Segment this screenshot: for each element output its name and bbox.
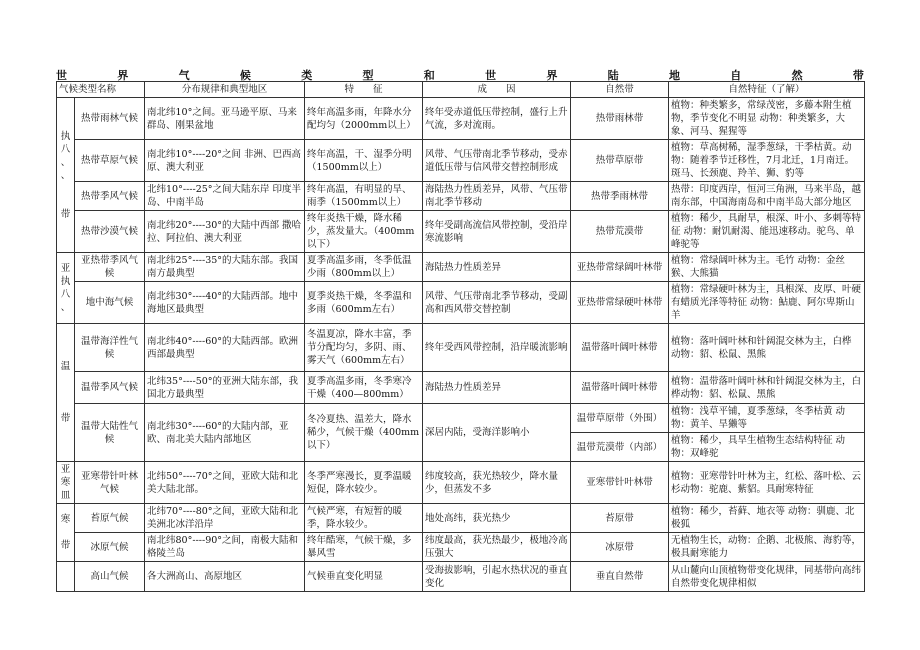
natural-zone: 冰原带 [571,533,669,562]
distribution: 南北纬10°之间。亚马逊平原、马来群岛、刚果盆地 [145,98,305,140]
climate-name: 热带季风气候 [75,182,145,211]
natural-features: 植物：落叶阔叶林和针阔混交林为主，白桦 动物：貂、松鼠、黑熊 [669,324,865,372]
climate-name: 温带季风气候 [75,372,145,404]
title-char: 气 [178,69,190,82]
table-row [57,404,865,433]
group-label-tropical: 执 八 、 、 带 [57,98,75,253]
natural-zone: 亚寒带针叶林带 [571,462,669,504]
header-climate-type: 气候类型名称 [57,82,145,98]
climate-name: 苔原气候 [75,504,145,533]
natural-features: 植物：稀少，具耐旱，根深、叶小、多刺等特征 动物：耐饥耐渴、能迅速移动。驼鸟、单峰驼等 [669,211,865,253]
table-row [57,282,865,324]
natural-features: 植物：稀少，苔藓、地衣等 动物：驯鹿、北极狐 [669,504,865,533]
table-row [57,462,865,504]
title-char: 和 [423,69,435,82]
header-row [57,82,865,98]
causes: 风带、气压带南北季节移动，受赤道低压带与信风带交替控制形成 [423,140,571,182]
natural-zone: 热带荒漠带 [571,211,669,253]
natural-features: 从山麓向山顶植物带变化规律，同基带向高纬自然带变化规律相似 [669,562,865,592]
climate-name: 温带海洋性气候 [75,324,145,372]
table-row [57,182,865,211]
features: 气候严寒，有短暂的暖季，降水较少。 [305,504,423,533]
header-distribution: 分布规律和典型地区 [145,82,305,98]
natural-features: 植物：温带落叶阔叶林和针阔混交林为主，白桦动物：貂、松鼠、黑熊 [669,372,865,404]
group-label-empty [57,562,75,592]
table-row [57,98,865,140]
natural-features: 植物：亚寒带针叶林为主，红松、落叶松、云杉动物：驼鹿、紫貂。具耐寒特征 [669,462,865,504]
group-label-frigid: 寒 带 [57,504,75,562]
causes: 深居内陆，受海洋影响小 [423,404,571,462]
causes: 地处高纬，获光热少 [423,504,571,533]
title-char: 世 [56,69,67,82]
natural-features: 植物：浅草平铺，夏季葱绿，冬季枯黄 动物：黄羊、旱獭等 [669,404,865,433]
features: 夏季炎热干燥，冬季温和多雨（600mm左右） [305,282,423,324]
title-char: 自 [730,69,742,82]
title-char: 界 [117,69,129,82]
table-row [57,562,865,592]
group-label-subarctic: 亚寒皿 [57,462,75,504]
features: 夏季高温多雨，冬季低温少雨（800mm以上） [305,253,423,282]
causes: 纬度最高，获光热最少，极地冷高压强大 [423,533,571,562]
natural-zone: 温带落叶阔叶林带 [571,372,669,404]
distribution: 北纬70°----80°之间，亚欧大陆和北美洲北冰洋沿岸 [145,504,305,533]
causes: 终年受副高流信风带控制，受沿岸寒流影响 [423,211,571,253]
table-row [57,533,865,562]
climate-name: 热带沙漠气候 [75,211,145,253]
climate-name: 温带大陆性气候 [75,404,145,462]
climate-name: 高山气候 [75,562,145,592]
natural-features: 植物：稀少，具旱生植物生态结构特征 动物：双峰驼 [669,433,865,462]
title-char: 类 [301,69,313,82]
features: 终年炎热干燥，降水稀少，蒸发量大。（400mm以下） [305,211,423,253]
title-char: 候 [239,69,251,82]
natural-zone: 温带草原带（外围） [571,404,669,433]
distribution: 北纬50°----70°之间，亚欧大陆和北美大陆北部。 [145,462,305,504]
natural-zone: 热带草原带 [571,140,669,182]
natural-zone: 热带雨林带 [571,98,669,140]
features: 终年高温多雨，年降水分配均匀（2000mm以上） [305,98,423,140]
natural-features: 植物：常绿阔叶林为主。毛竹 动物：金丝猴、大熊猫 [669,253,865,282]
title-char: 然 [791,69,803,82]
features: 气候垂直变化明显 [305,562,423,592]
header-features: 特 征 [305,82,423,98]
header-natural-zone: 自然带 [571,82,669,98]
features: 终年高温，有明显的旱、雨季（1500mm以上） [305,182,423,211]
distribution: 南北纬30°----40°的大陆西部。地中海地区最典型 [145,282,305,324]
causes: 海陆热力性质差异 [423,372,571,404]
features: 冬季严寒漫长，夏季温暖短促，降水较少。 [305,462,423,504]
climate-name: 热带草原气候 [75,140,145,182]
natural-features: 植物：草高树稀，湿季葱绿，干季枯黄。动物：随着季节迁移性，7月北迁，1月南迁。斑马、长颈鹿、羚羊、狮、豹等 [669,140,865,182]
title-char: 陆 [607,69,619,82]
distribution: 南北纬30°----60°的大陆内部，亚欧、南北美大陆内部地区 [145,404,305,462]
natural-zone: 亚热带常绿硬叶林带 [571,282,669,324]
natural-zone: 温带荒漠带（内部） [571,433,669,462]
header-causes: 成 因 [423,82,571,98]
features: 冬温夏凉，降水丰富，季节分配均匀，多阴、雨、雾天气（600mm左右） [305,324,423,372]
features: 终年高温，干、湿季分明（1500mm以上） [305,140,423,182]
distribution: 北纬10°----25°之间大陆东岸 印度半岛、中南半岛 [145,182,305,211]
natural-features: 植物：种类繁多，常绿茂密，多藤本附生植物，季节变化不明显 动物：种类繁多，大象、河马、猩猩等 [669,98,865,140]
natural-zone: 亚热带常绿阔叶林带 [571,253,669,282]
distribution: 北纬35°----50°的亚洲大陆东部，我国北方最典型 [145,372,305,404]
features: 夏季高温多雨，冬季寒冷干燥（400—800mm） [305,372,423,404]
distribution: 各大洲高山、高原地区 [145,562,305,592]
natural-zone: 垂直自然带 [571,562,669,592]
table-row [57,140,865,182]
causes: 风带、气压带南北季节移动，受副高和西风带交替控制 [423,282,571,324]
causes: 海陆热力性质差异 [423,253,571,282]
group-label-temperate: 温 带 [57,324,75,462]
title-char: 世 [485,69,497,82]
features: 冬冷夏热、温差大，降水稀少，气候干燥（400mm以下） [305,404,423,462]
causes: 受海拔影响，引起水热状况的垂直变化 [423,562,571,592]
table-row [57,504,865,533]
climate-name: 冰原气候 [75,533,145,562]
title-char: 带 [852,69,864,82]
table-row [57,253,865,282]
distribution: 南北纬20°----30°的大陆中西部 撒哈拉、阿拉伯、澳大利亚 [145,211,305,253]
title-char: 地 [668,69,680,82]
climate-name: 地中海气候 [75,282,145,324]
title-char: 界 [546,69,558,82]
group-label-subtropical: 亚 执 八 、 [57,253,75,324]
natural-zone: 热带季雨林带 [571,182,669,211]
climate-name: 亚热带季风气候 [75,253,145,282]
table-row [57,211,865,253]
climate-name: 热带雨林气候 [75,98,145,140]
header-natural-features: 自然特征（了解） [669,82,865,98]
distribution: 南北纬80°----90°之间，南极大陆和格陵兰岛 [145,533,305,562]
climate-name: 亚寒带针叶林气候 [75,462,145,504]
features: 终年酷寒，气候干燥，多暴风雪 [305,533,423,562]
distribution: 南北纬10°----20°之间 非洲、巴西高原、澳大利亚 [145,140,305,182]
natural-zone: 苔原带 [571,504,669,533]
climate-table [56,81,865,592]
causes: 海陆热力性质差异，风带、气压带南北季节移动 [423,182,571,211]
table-row [57,372,865,404]
causes: 纬度较高，获光热较少，降水量少，但蒸发不多 [423,462,571,504]
title-char: 型 [362,69,374,82]
natural-zone: 温带落叶阔叶林带 [571,324,669,372]
causes: 终年受西风带控制，沿岸暖流影响 [423,324,571,372]
natural-features: 植物：常绿硬叶林为主，具根深、皮厚、叶硬有蜡质光泽等特征 动物：鮎鹿、阿尔卑斯山羊 [669,282,865,324]
distribution: 南北纬40°----60°的大陆西部。欧洲西部最典型 [145,324,305,372]
table-row [57,324,865,372]
distribution: 南北纬25°----35°的大陆东部。我国南方最典型 [145,253,305,282]
causes: 终年受赤道低压带控制，盛行上升气流，多对流雨。 [423,98,571,140]
natural-features: 无植物生长，动物：企鹅、北极熊、海豹等，极具耐寒能力 [669,533,865,562]
natural-features: 热带：印度西岸，恒河三角洲，马来半岛，越南东部，中国海南岛和中南半岛大部分地区 [669,182,865,211]
